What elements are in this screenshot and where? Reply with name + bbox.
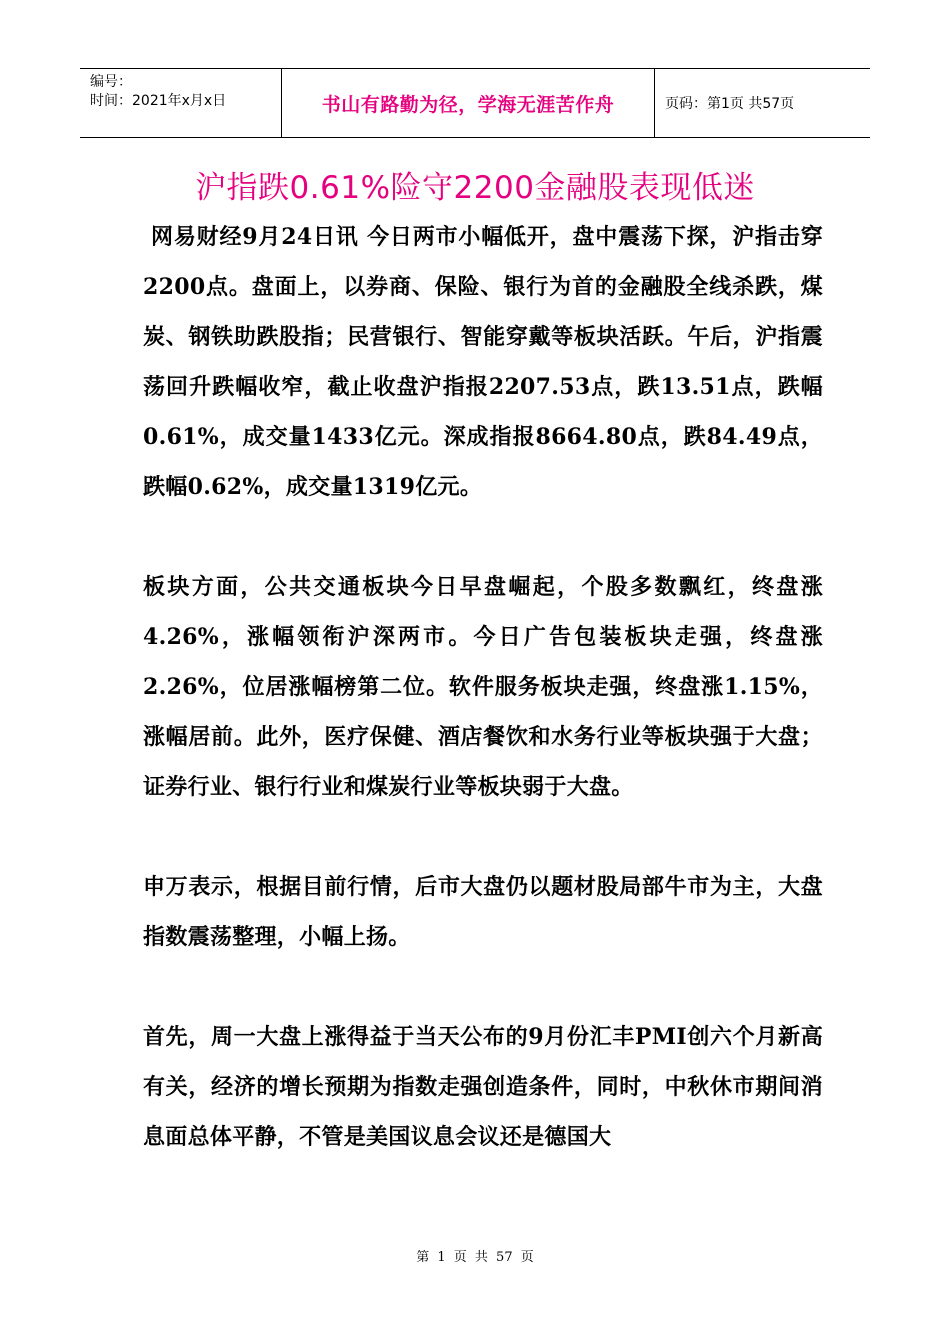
motto-text: 书山有路勤为径，学海无涯苦作舟 (321, 93, 615, 116)
paragraph: 板块方面，公共交通板块今日早盘崛起，个股多数飘红，终盘涨4.26%，涨幅领衔沪深两市。今日广告包装板块走强，终盘涨2.26%，位居涨幅榜第二位。软件服务板块走强，终盘涨1.15%，涨幅居前。此外，医疗保健、酒店餐饮和水务行业等板块强于大盘；证券行业、银行行业和煤炭行业等板块弱于大盘。 (143, 574, 823, 800)
paragraph: 首先，周一大盘上涨得益于当天公布的9月份汇丰PMI创六个月新高有关，经济的增长预期为指数走强创造条件，同时，中秋休市期间消息面总体平静，不管是美国议息会议还是德国大 (143, 1024, 823, 1150)
document-header (80, 68, 870, 138)
time-label: 时间：2021年x月x日 (90, 93, 227, 109)
article-body (143, 212, 823, 1212)
header-meta (80, 69, 281, 137)
page-info-text: 页码：第1页 共57页 (665, 96, 795, 112)
header-page-info (655, 69, 870, 137)
paragraph: 网易财经9月24日讯 今日两市小幅低开，盘中震荡下探，沪指击穿2200点。盘面上，以券商、保险、银行为首的金融股全线杀跌，煤炭、钢铁助跌股指；民营银行、智能穿戴等板块活跃。午后，沪指震荡回升跌幅收窄，截止收盘沪指报2207.53点，跌13.51点，跌幅0.61%，成交量1433亿元。深成指报8664.80点，跌84.49点，跌幅0.62%，成交量1319亿元。 (143, 224, 823, 500)
page-footer: 第 1 页 共 57 页 (416, 1250, 534, 1265)
code-label: 编号： (90, 74, 132, 90)
header-motto-cell (281, 69, 655, 137)
article-title: 沪指跌0.61%险守2200金融股表现低迷 (195, 170, 755, 206)
paragraph: 申万表示，根据目前行情，后市大盘仍以题材股局部牛市为主，大盘指数震荡整理，小幅上扬。 (143, 874, 823, 950)
